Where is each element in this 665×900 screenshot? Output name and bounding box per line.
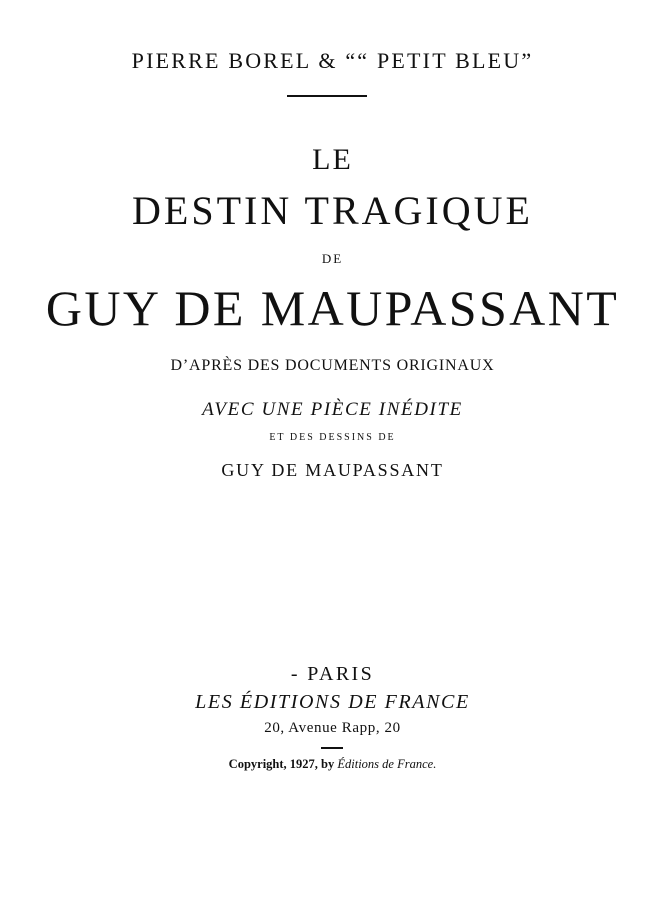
- copyright-notice: [0, 758, 665, 771]
- subtitle-documents: D’APRÈS DES DOCUMENTS ORIGINAUX: [170, 357, 495, 374]
- author-line: PIERRE BOREL & ““ PETIT BLEU”: [131, 48, 534, 73]
- title-subject-name: GUY DE MAUPASSANT: [45, 280, 620, 336]
- subtitle-dessins: ET DES DESSINS DE: [269, 432, 396, 443]
- imprint-address: 20, Avenue Rapp, 20: [264, 720, 401, 736]
- copyright-prefix: Copyright, 1927, by: [228, 757, 338, 771]
- subtitle-artist: GUY DE MAUPASSANT: [221, 460, 444, 480]
- imprint-publisher: LES ÉDITIONS DE FRANCE: [195, 691, 470, 713]
- imprint-divider-rule: [321, 747, 343, 749]
- subtitle-piece: AVEC UNE PIÈCE INÉDITE: [202, 399, 463, 420]
- divider-rule: [287, 95, 367, 97]
- title-article: LE: [312, 143, 353, 176]
- title-preposition: DE: [321, 251, 344, 266]
- title-main: DESTIN TRAGIQUE: [132, 188, 533, 233]
- copyright-publisher: Éditions de France.: [337, 757, 437, 771]
- imprint-city: - PARIS: [290, 663, 375, 685]
